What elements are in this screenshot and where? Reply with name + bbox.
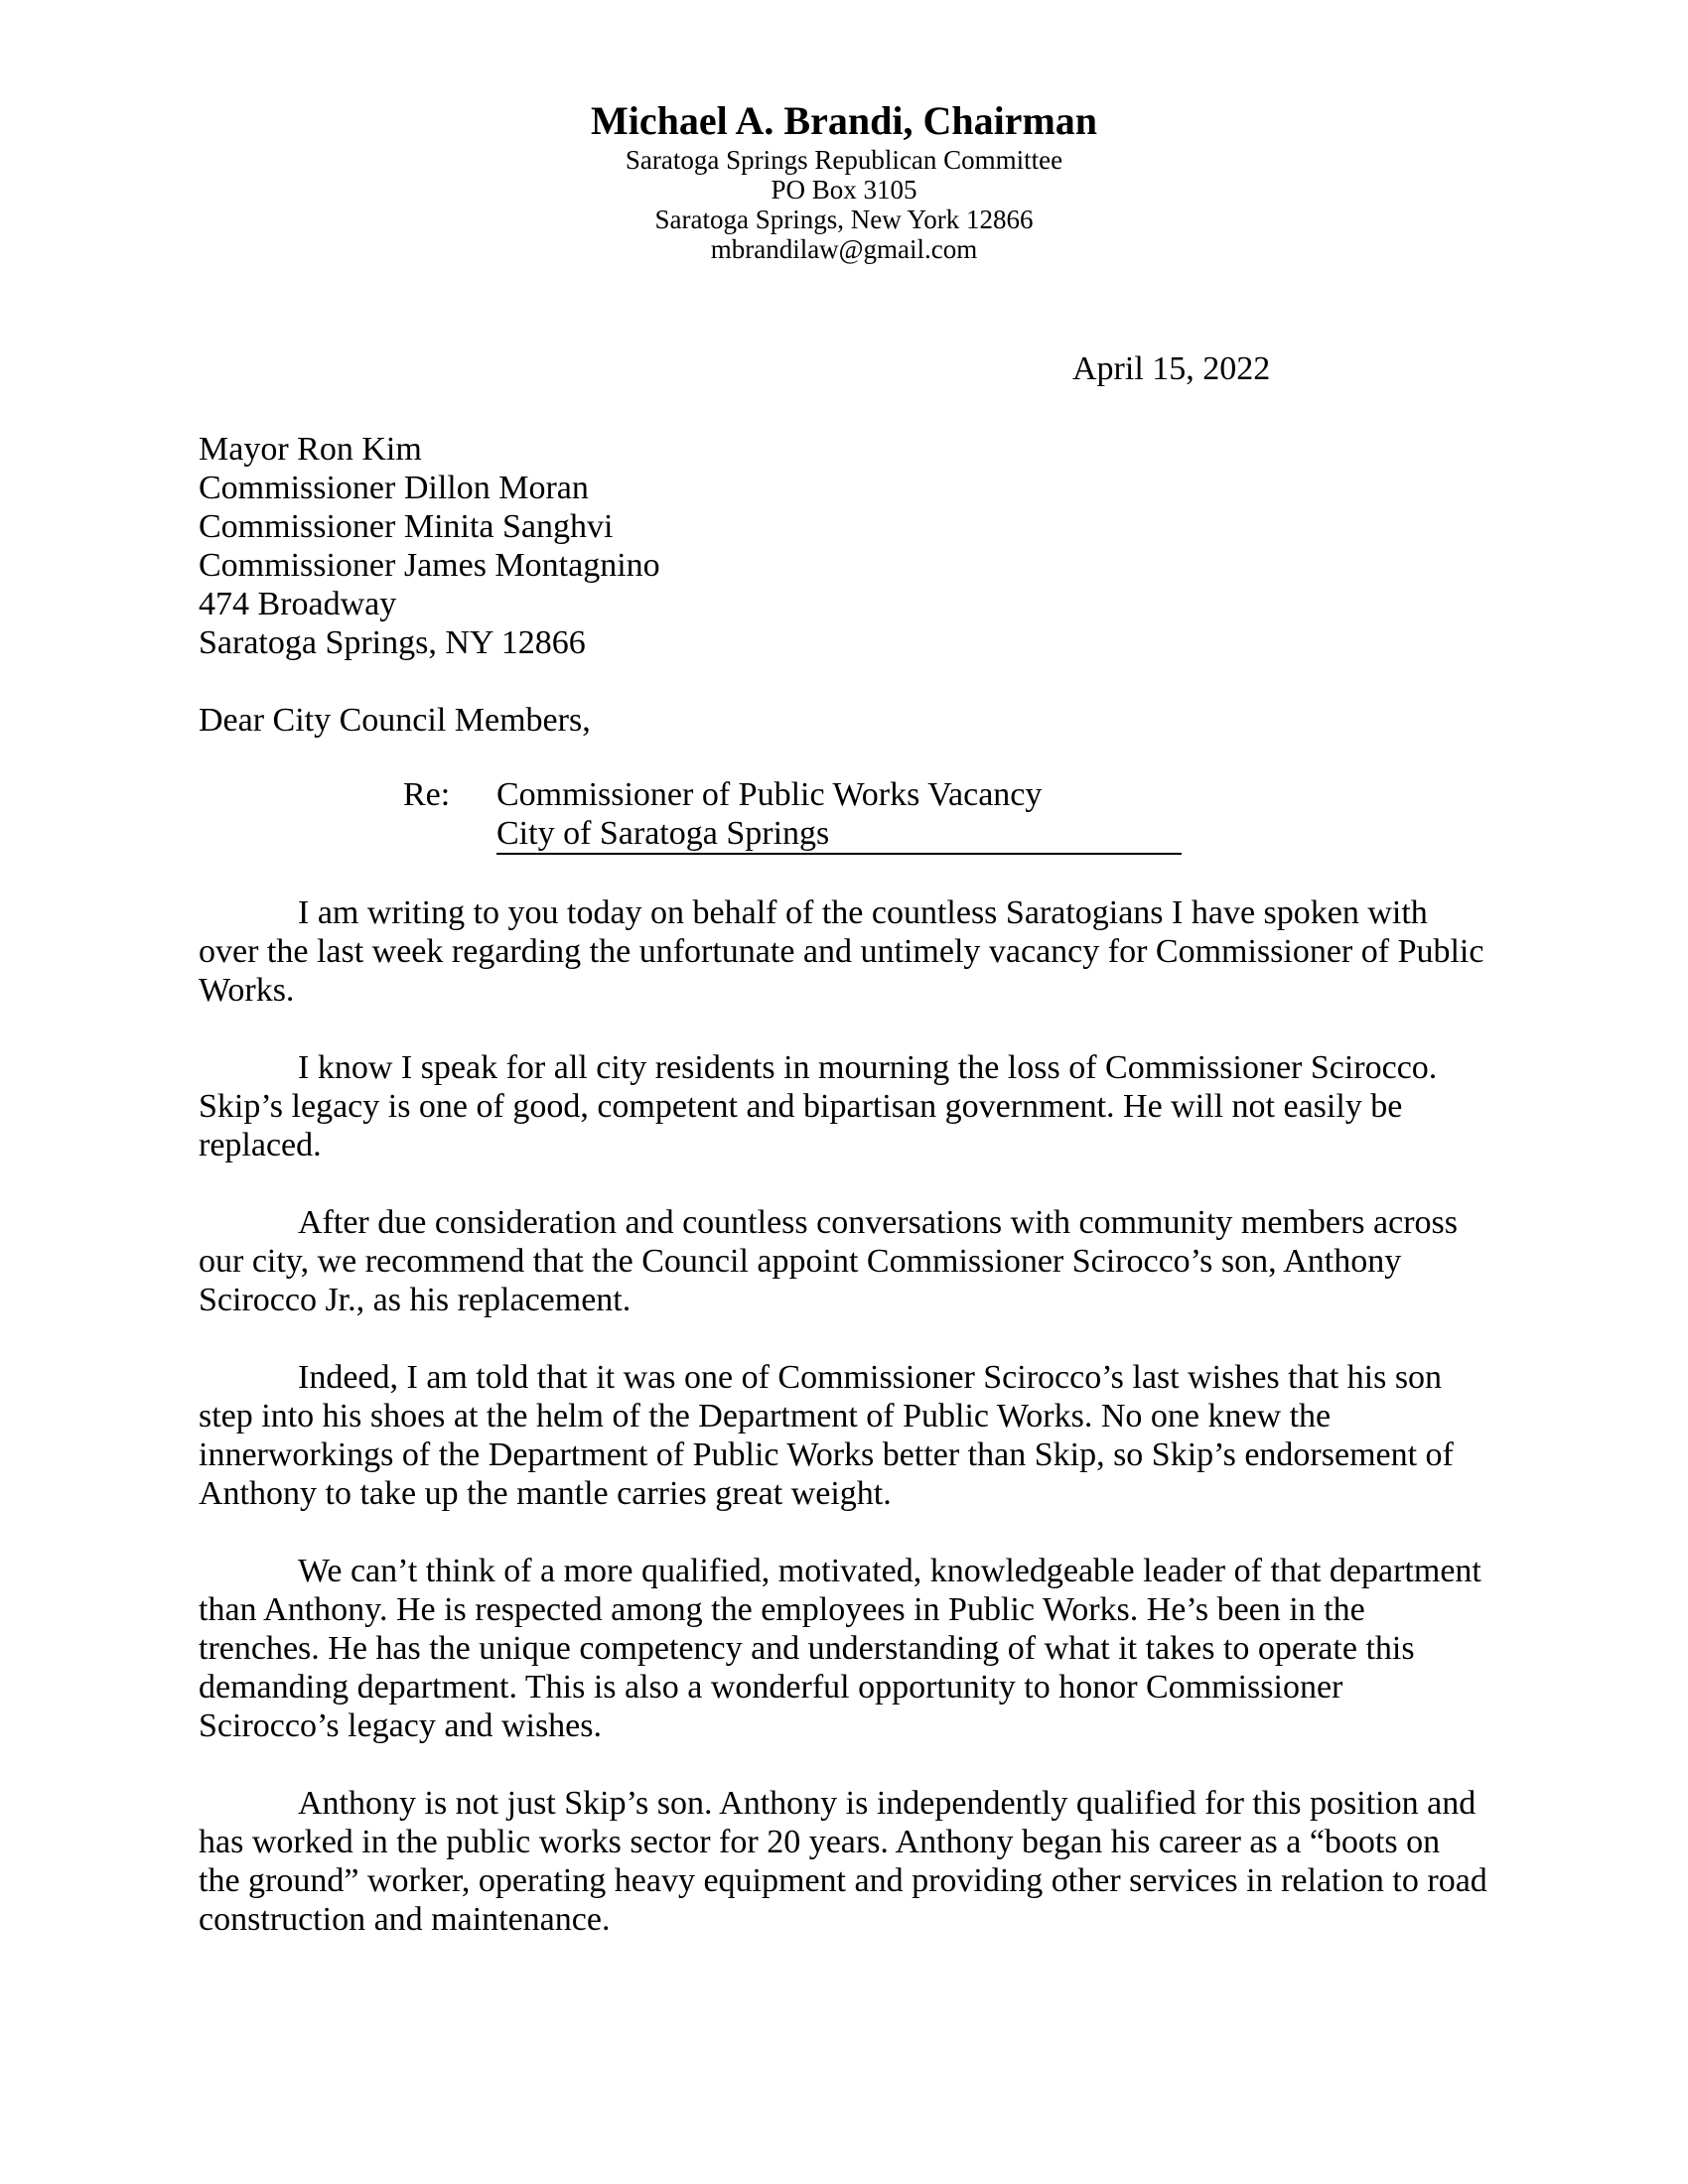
letterhead-city-state-zip: Saratoga Springs, New York 12866 [654, 205, 1034, 234]
recipient-block [199, 430, 1489, 662]
letterhead-organization: Saratoga Springs Republican Committee [625, 145, 1063, 175]
recipient-address-line: 474 Broadway [199, 586, 397, 622]
body-paragraph-5: We can’t think of a more qualified, motivated, knowledgeable leader of that department than Anthony. He is respected among the employees in Public Works. He’s been in the trenches. He has the unique competency and understanding of what it takes to operate this demanding department. This is also a wonderful opportunity to honor Commissioner Scirocco’s legacy and wishes. [199, 1553, 1481, 1744]
body-paragraph-4: Indeed, I am told that it was one of Commissioner Scirocco’s last wishes that his son step into his shoes at the helm of the Department of Public Works. No one knew the innerworkings of the Department of Public Works better than Skip, so Skip’s endorsement of Anthony to take up the mantle carries great weight. [199, 1359, 1454, 1512]
letterhead-po-box: PO Box 3105 [771, 175, 917, 205]
re-label-spacer [403, 814, 496, 855]
re-label: Re: [403, 776, 451, 813]
salutation: Dear City Council Members, [199, 702, 591, 739]
recipient-line: Commissioner James Montagnino [199, 547, 660, 584]
letter-date: April 15, 2022 [1072, 350, 1271, 387]
subject-row-2 [403, 814, 1489, 855]
body-paragraph-2: I know I speak for all city residents in mourning the loss of Commissioner Scirocco. Skip’s legacy is one of good, competent and bipartisan government. He will not easily be replaced. [199, 1049, 1438, 1163]
subject-block [403, 775, 1489, 855]
recipient-line: Mayor Ron Kim [199, 431, 422, 468]
subject-line-2-underlined: City of Saratoga Springs [496, 814, 1182, 855]
letterhead-name: Michael A. Brandi, Chairman [590, 98, 1098, 143]
body-paragraph-6: Anthony is not just Skip’s son. Anthony is independently qualified for this position and has worked in the public works sector for 20 years. Anthony began his career as a “boots on the ground” worker, operating heavy equipment and providing other services in relation to road construction and maintenance. [199, 1785, 1487, 1938]
subject-line-1: Commissioner of Public Works Vacancy [496, 776, 1043, 813]
recipient-address-line: Saratoga Springs, NY 12866 [199, 624, 586, 661]
letterhead-email: mbrandilaw@gmail.com [710, 234, 978, 264]
recipient-line: Commissioner Dillon Moran [199, 470, 589, 506]
letterhead [199, 97, 1489, 264]
body-paragraph-1: I am writing to you today on behalf of the countless Saratogians I have spoken with over the last week regarding the unfortunate and untimely vacancy for Commissioner of Public Works. [199, 894, 1484, 1009]
recipient-line: Commissioner Minita Sanghvi [199, 508, 614, 545]
subject-row-1 [403, 775, 1489, 814]
body-paragraph-3: After due consideration and countless conversations with community members across our city, we recommend that the Council appoint Commissioner Scirocco’s son, Anthony Scirocco Jr., as his replacement. [199, 1204, 1458, 1318]
